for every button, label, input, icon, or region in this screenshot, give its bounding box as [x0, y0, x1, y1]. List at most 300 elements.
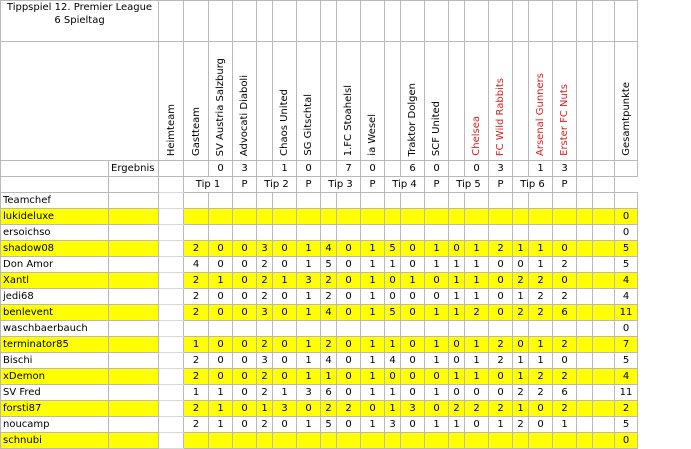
tip-cell[interactable]: 1 — [401, 273, 425, 289]
tip-cell[interactable] — [385, 225, 401, 241]
tip-cell[interactable]: 0 — [385, 369, 401, 385]
tip-cell[interactable] — [273, 209, 297, 225]
tip-cell[interactable]: 2 — [465, 401, 489, 417]
player-name[interactable]: Xantl — [1, 273, 109, 289]
tip-cell[interactable] — [593, 385, 615, 401]
tip-cell[interactable] — [577, 401, 593, 417]
empty-cell[interactable] — [233, 1, 257, 42]
tip-cell[interactable] — [159, 321, 184, 337]
ergebnis-label[interactable]: Ergebnis — [109, 161, 159, 177]
tip-cell[interactable] — [489, 321, 513, 337]
tip-cell[interactable] — [233, 225, 257, 241]
empty-cell[interactable] — [109, 177, 159, 193]
tip-cell[interactable]: 0 — [209, 257, 233, 273]
tip-cell[interactable]: 1 — [449, 305, 465, 321]
tip-cell[interactable] — [321, 209, 337, 225]
tip-header[interactable]: Tip 1 — [184, 177, 233, 193]
tip-cell[interactable]: 1 — [257, 401, 273, 417]
tip-cell[interactable]: 0 — [401, 353, 425, 369]
tip-cell[interactable]: 2 — [321, 401, 337, 417]
tip-cell[interactable]: 0 — [425, 369, 449, 385]
tip-cell[interactable]: 2 — [553, 401, 577, 417]
tip-cell[interactable]: 0 — [361, 401, 385, 417]
tip-cell[interactable]: 0 — [449, 385, 465, 401]
tip-cell[interactable] — [513, 321, 529, 337]
tip-cell[interactable]: 5 — [321, 257, 337, 273]
tip-cell[interactable] — [449, 321, 465, 337]
empty-cell[interactable] — [273, 1, 297, 42]
tip-cell[interactable]: 2 — [257, 289, 273, 305]
result-cell[interactable] — [513, 161, 529, 177]
empty-cell[interactable] — [109, 385, 159, 401]
empty-cell[interactable] — [615, 1, 638, 42]
tip-cell[interactable]: 3 — [297, 385, 321, 401]
tip-cell[interactable] — [401, 225, 425, 241]
empty-cell[interactable] — [361, 193, 385, 209]
empty-cell[interactable] — [425, 193, 449, 209]
tip-cell[interactable]: 1 — [513, 289, 529, 305]
tip-cell[interactable]: 1 — [529, 337, 553, 353]
tip-cell[interactable]: 2 — [184, 353, 209, 369]
empty-cell[interactable] — [361, 1, 385, 42]
empty-cell[interactable] — [577, 1, 593, 42]
tip-cell[interactable]: 2 — [184, 417, 209, 433]
player-name[interactable]: Don Amor — [1, 257, 109, 273]
player-row[interactable] — [1, 273, 638, 289]
empty-cell[interactable] — [449, 1, 465, 42]
tip-cell[interactable]: 0 — [209, 353, 233, 369]
tip-cell[interactable] — [273, 225, 297, 241]
empty-cell[interactable] — [109, 337, 159, 353]
tip-cell[interactable]: 4 — [321, 305, 337, 321]
player-name[interactable]: shadow08 — [1, 241, 109, 257]
tip-cell[interactable]: 0 — [273, 289, 297, 305]
tip-cell[interactable]: 1 — [465, 369, 489, 385]
empty-cell[interactable] — [184, 1, 209, 42]
points-header[interactable]: P — [233, 177, 257, 193]
tip-cell[interactable] — [553, 225, 577, 241]
tip-cell[interactable]: 2 — [184, 401, 209, 417]
tip-cell[interactable]: 1 — [297, 369, 321, 385]
result-cell[interactable] — [257, 161, 273, 177]
tip-cell[interactable] — [449, 225, 465, 241]
tip-cell[interactable] — [184, 321, 209, 337]
tip-cell[interactable]: 0 — [553, 353, 577, 369]
tip-cell[interactable]: 3 — [401, 401, 425, 417]
tip-cell[interactable] — [593, 289, 615, 305]
tip-cell[interactable]: 4 — [321, 241, 337, 257]
points-header[interactable]: P — [425, 177, 449, 193]
tip-cell[interactable]: 0 — [337, 385, 361, 401]
tip-cell[interactable]: 0 — [401, 385, 425, 401]
tip-cell[interactable] — [593, 241, 615, 257]
tip-cell[interactable] — [577, 289, 593, 305]
tip-cell[interactable]: 0 — [233, 289, 257, 305]
tip-cell[interactable]: 1 — [425, 305, 449, 321]
column-header[interactable] — [233, 42, 257, 161]
tip-cell[interactable] — [159, 273, 184, 289]
tip-cell[interactable] — [273, 321, 297, 337]
empty-cell[interactable] — [529, 1, 553, 42]
result-cell[interactable]: 7 — [337, 161, 361, 177]
player-name[interactable]: waschbaerbauch — [1, 321, 109, 337]
result-cell[interactable]: 3 — [233, 161, 257, 177]
tip-cell[interactable] — [159, 417, 184, 433]
tip-cell[interactable] — [593, 353, 615, 369]
tip-cell[interactable]: 4 — [184, 257, 209, 273]
tip-cell[interactable] — [401, 321, 425, 337]
tip-cell[interactable]: 2 — [513, 417, 529, 433]
tip-cell[interactable] — [257, 321, 273, 337]
tip-cell[interactable]: 0 — [529, 417, 553, 433]
tip-cell[interactable] — [577, 257, 593, 273]
tip-header[interactable]: Tip 3 — [321, 177, 361, 193]
player-name[interactable]: lukideluxe — [1, 209, 109, 225]
empty-cell[interactable] — [209, 193, 233, 209]
tip-cell[interactable]: 0 — [401, 369, 425, 385]
tip-cell[interactable] — [209, 209, 233, 225]
column-header[interactable] — [209, 42, 233, 161]
result-cell[interactable]: 6 — [401, 161, 425, 177]
tip-cell[interactable]: 0 — [273, 241, 297, 257]
tip-cell[interactable] — [513, 225, 529, 241]
empty-cell[interactable] — [593, 193, 615, 209]
empty-cell[interactable] — [449, 193, 465, 209]
tip-cell[interactable]: 3 — [385, 417, 401, 433]
tip-cell[interactable] — [337, 321, 361, 337]
tip-cell[interactable] — [425, 209, 449, 225]
total-points[interactable]: 5 — [615, 241, 638, 257]
tip-cell[interactable]: 0 — [513, 257, 529, 273]
tip-cell[interactable]: 0 — [337, 337, 361, 353]
tip-cell[interactable]: 0 — [273, 305, 297, 321]
tip-cell[interactable] — [184, 209, 209, 225]
empty-cell[interactable] — [337, 193, 361, 209]
tip-cell[interactable]: 4 — [385, 353, 401, 369]
tip-cell[interactable] — [159, 225, 184, 241]
empty-cell[interactable] — [513, 193, 529, 209]
total-points[interactable]: 0 — [615, 225, 638, 241]
total-points[interactable]: 5 — [615, 353, 638, 369]
tip-cell[interactable] — [529, 225, 553, 241]
total-points[interactable]: 2 — [615, 401, 638, 417]
empty-cell[interactable] — [109, 193, 159, 209]
tip-cell[interactable] — [465, 225, 489, 241]
player-row[interactable] — [1, 417, 638, 433]
tip-cell[interactable]: 0 — [489, 385, 513, 401]
tip-cell[interactable] — [577, 385, 593, 401]
tip-cell[interactable]: 2 — [257, 417, 273, 433]
empty-cell[interactable] — [109, 369, 159, 385]
tip-cell[interactable]: 2 — [465, 305, 489, 321]
tip-cell[interactable] — [385, 321, 401, 337]
column-header[interactable] — [553, 42, 577, 161]
tip-cell[interactable]: 1 — [513, 241, 529, 257]
teamchef-label[interactable]: Teamchef — [1, 193, 109, 209]
tip-cell[interactable]: 0 — [401, 417, 425, 433]
player-name[interactable]: xDemon — [1, 369, 109, 385]
empty-cell[interactable] — [109, 289, 159, 305]
player-name[interactable]: schnubi — [1, 433, 109, 449]
tip-cell[interactable]: 0 — [337, 241, 361, 257]
tip-cell[interactable]: 0 — [273, 257, 297, 273]
tip-cell[interactable]: 0 — [337, 369, 361, 385]
tip-cell[interactable]: 2 — [529, 273, 553, 289]
tip-cell[interactable] — [577, 353, 593, 369]
tip-cell[interactable]: 1 — [425, 337, 449, 353]
tip-cell[interactable]: 1 — [184, 337, 209, 353]
tip-cell[interactable] — [159, 209, 184, 225]
tip-cell[interactable]: 1 — [449, 417, 465, 433]
tip-cell[interactable]: 1 — [425, 241, 449, 257]
tip-cell[interactable]: 1 — [465, 273, 489, 289]
result-cell[interactable]: 0 — [361, 161, 385, 177]
tip-cell[interactable] — [449, 209, 465, 225]
tip-cell[interactable] — [465, 321, 489, 337]
total-points[interactable]: 11 — [615, 385, 638, 401]
tip-cell[interactable]: 0 — [209, 305, 233, 321]
empty-cell[interactable] — [209, 1, 233, 42]
player-row[interactable] — [1, 369, 638, 385]
empty-cell[interactable] — [465, 1, 489, 42]
column-header[interactable] — [257, 42, 273, 161]
tip-cell[interactable]: 6 — [553, 385, 577, 401]
tip-cell[interactable]: 2 — [489, 353, 513, 369]
tip-cell[interactable]: 2 — [529, 305, 553, 321]
player-row[interactable] — [1, 241, 638, 257]
tip-cell[interactable]: 2 — [184, 369, 209, 385]
tip-cell[interactable]: 0 — [449, 241, 465, 257]
tip-cell[interactable]: 1 — [513, 401, 529, 417]
tip-cell[interactable]: 1 — [361, 417, 385, 433]
tip-cell[interactable] — [529, 321, 553, 337]
empty-cell[interactable] — [615, 193, 638, 209]
tip-cell[interactable]: 0 — [449, 337, 465, 353]
tip-cell[interactable] — [401, 209, 425, 225]
player-name[interactable]: benlevent — [1, 305, 109, 321]
points-header[interactable]: P — [553, 177, 577, 193]
tip-cell[interactable]: 0 — [209, 337, 233, 353]
empty-cell[interactable] — [321, 1, 337, 42]
column-header[interactable] — [297, 42, 321, 161]
tip-cell[interactable]: 2 — [257, 385, 273, 401]
tip-cell[interactable] — [233, 321, 257, 337]
tip-cell[interactable]: 1 — [321, 369, 337, 385]
tip-cell[interactable]: 0 — [513, 337, 529, 353]
tip-cell[interactable]: 0 — [425, 273, 449, 289]
result-cell[interactable]: 3 — [489, 161, 513, 177]
empty-cell[interactable] — [159, 193, 184, 209]
tip-cell[interactable] — [489, 209, 513, 225]
tip-cell[interactable]: 2 — [553, 369, 577, 385]
empty-cell[interactable] — [465, 193, 489, 209]
tip-cell[interactable]: 2 — [553, 337, 577, 353]
player-row[interactable] — [1, 225, 638, 241]
tip-cell[interactable]: 0 — [233, 353, 257, 369]
result-cell[interactable]: 0 — [425, 161, 449, 177]
tip-cell[interactable]: 0 — [209, 241, 233, 257]
tip-cell[interactable]: 1 — [465, 337, 489, 353]
tip-cell[interactable] — [593, 369, 615, 385]
tip-cell[interactable] — [385, 209, 401, 225]
column-header[interactable] — [385, 42, 401, 161]
column-header[interactable] — [615, 42, 638, 161]
empty-cell[interactable] — [109, 353, 159, 369]
tip-cell[interactable] — [577, 321, 593, 337]
tip-cell[interactable]: 1 — [361, 369, 385, 385]
tip-cell[interactable]: 0 — [489, 257, 513, 273]
tip-cell[interactable]: 1 — [513, 353, 529, 369]
empty-cell[interactable] — [257, 193, 273, 209]
tip-cell[interactable]: 1 — [297, 241, 321, 257]
title-cell[interactable] — [1, 1, 159, 42]
points-header[interactable]: P — [297, 177, 321, 193]
tip-cell[interactable]: 0 — [489, 273, 513, 289]
column-header[interactable] — [361, 42, 385, 161]
tip-cell[interactable] — [184, 225, 209, 241]
empty-cell[interactable] — [577, 193, 593, 209]
tip-cell[interactable]: 1 — [209, 417, 233, 433]
tip-cell[interactable]: 1 — [361, 337, 385, 353]
tip-cell[interactable]: 5 — [321, 417, 337, 433]
tip-cell[interactable]: 1 — [361, 305, 385, 321]
tip-cell[interactable]: 2 — [184, 273, 209, 289]
player-name[interactable]: noucamp — [1, 417, 109, 433]
tip-cell[interactable]: 0 — [209, 369, 233, 385]
tip-cell[interactable] — [577, 305, 593, 321]
empty-cell[interactable] — [297, 193, 321, 209]
tip-cell[interactable]: 1 — [297, 353, 321, 369]
empty-cell[interactable] — [109, 209, 159, 225]
tip-cell[interactable] — [297, 209, 321, 225]
tip-cell[interactable]: 0 — [297, 401, 321, 417]
tip-cell[interactable]: 0 — [385, 273, 401, 289]
tip-cell[interactable]: 0 — [465, 385, 489, 401]
tip-cell[interactable]: 0 — [337, 257, 361, 273]
tip-cell[interactable] — [159, 369, 184, 385]
tip-cell[interactable]: 2 — [449, 401, 465, 417]
tip-cell[interactable]: 2 — [257, 257, 273, 273]
empty-cell[interactable] — [401, 1, 425, 42]
total-points[interactable]: 4 — [615, 369, 638, 385]
tip-cell[interactable]: 2 — [513, 273, 529, 289]
player-name[interactable]: Bischi — [1, 353, 109, 369]
empty-cell[interactable] — [273, 193, 297, 209]
tip-cell[interactable]: 0 — [489, 369, 513, 385]
total-points[interactable]: 4 — [615, 273, 638, 289]
tip-cell[interactable]: 0 — [337, 305, 361, 321]
tip-cell[interactable] — [593, 257, 615, 273]
column-header[interactable] — [425, 42, 449, 161]
tip-cell[interactable]: 2 — [337, 401, 361, 417]
column-header[interactable] — [401, 42, 425, 161]
empty-cell[interactable] — [109, 241, 159, 257]
tip-cell[interactable]: 0 — [529, 401, 553, 417]
empty-cell[interactable] — [184, 193, 209, 209]
tip-cell[interactable] — [361, 321, 385, 337]
tip-cell[interactable]: 2 — [553, 289, 577, 305]
tip-cell[interactable]: 0 — [233, 337, 257, 353]
tip-cell[interactable] — [529, 209, 553, 225]
player-row[interactable] — [1, 385, 638, 401]
total-points[interactable]: 0 — [615, 209, 638, 225]
empty-cell[interactable] — [109, 417, 159, 433]
empty-cell[interactable] — [109, 273, 159, 289]
empty-cell[interactable] — [297, 1, 321, 42]
tip-cell[interactable] — [297, 321, 321, 337]
column-header[interactable] — [513, 42, 529, 161]
tip-cell[interactable] — [209, 225, 233, 241]
result-cell[interactable]: 1 — [529, 161, 553, 177]
total-points[interactable]: 5 — [615, 417, 638, 433]
tip-cell[interactable]: 1 — [489, 417, 513, 433]
tip-cell[interactable]: 2 — [321, 337, 337, 353]
tip-cell[interactable] — [553, 209, 577, 225]
column-header[interactable] — [489, 42, 513, 161]
tip-cell[interactable]: 2 — [553, 257, 577, 273]
player-row[interactable] — [1, 353, 638, 369]
tip-cell[interactable] — [593, 401, 615, 417]
empty-cell[interactable] — [401, 193, 425, 209]
result-cell[interactable] — [321, 161, 337, 177]
tip-cell[interactable] — [577, 273, 593, 289]
empty-cell[interactable] — [385, 193, 401, 209]
tip-cell[interactable] — [593, 321, 615, 337]
tip-cell[interactable]: 0 — [273, 337, 297, 353]
empty-cell[interactable] — [1, 177, 109, 193]
player-name[interactable]: terminator85 — [1, 337, 109, 353]
empty-cell[interactable] — [1, 161, 109, 177]
empty-cell[interactable] — [529, 193, 553, 209]
tip-cell[interactable] — [553, 321, 577, 337]
tip-cell[interactable]: 3 — [257, 305, 273, 321]
tip-cell[interactable] — [209, 321, 233, 337]
player-row[interactable] — [1, 257, 638, 273]
tip-cell[interactable] — [257, 225, 273, 241]
column-header[interactable] — [577, 42, 593, 161]
tip-cell[interactable]: 0 — [425, 289, 449, 305]
tip-cell[interactable]: 1 — [465, 257, 489, 273]
tip-cell[interactable] — [593, 225, 615, 241]
column-header[interactable] — [273, 42, 297, 161]
tip-cell[interactable]: 0 — [233, 401, 257, 417]
tip-cell[interactable]: 1 — [297, 305, 321, 321]
tip-cell[interactable]: 0 — [425, 401, 449, 417]
tip-cell[interactable] — [159, 289, 184, 305]
tip-cell[interactable]: 0 — [233, 417, 257, 433]
player-row[interactable] — [1, 289, 638, 305]
tip-cell[interactable]: 2 — [489, 241, 513, 257]
tip-cell[interactable]: 1 — [361, 257, 385, 273]
tip-cell[interactable] — [257, 209, 273, 225]
player-name[interactable]: SV Fred — [1, 385, 109, 401]
tip-cell[interactable] — [465, 209, 489, 225]
tip-cell[interactable]: 5 — [385, 305, 401, 321]
tip-cell[interactable]: 2 — [184, 241, 209, 257]
tip-cell[interactable]: 0 — [465, 417, 489, 433]
empty-cell[interactable] — [109, 401, 159, 417]
tip-cell[interactable]: 0 — [337, 289, 361, 305]
tip-cell[interactable]: 2 — [529, 385, 553, 401]
tip-cell[interactable]: 6 — [321, 385, 337, 401]
empty-cell[interactable] — [425, 1, 449, 42]
total-points[interactable]: 7 — [615, 337, 638, 353]
tip-cell[interactable]: 0 — [273, 369, 297, 385]
tip-cell[interactable] — [593, 273, 615, 289]
result-cell[interactable]: 0 — [297, 161, 321, 177]
tip-cell[interactable] — [159, 257, 184, 273]
tip-cell[interactable]: 2 — [321, 273, 337, 289]
